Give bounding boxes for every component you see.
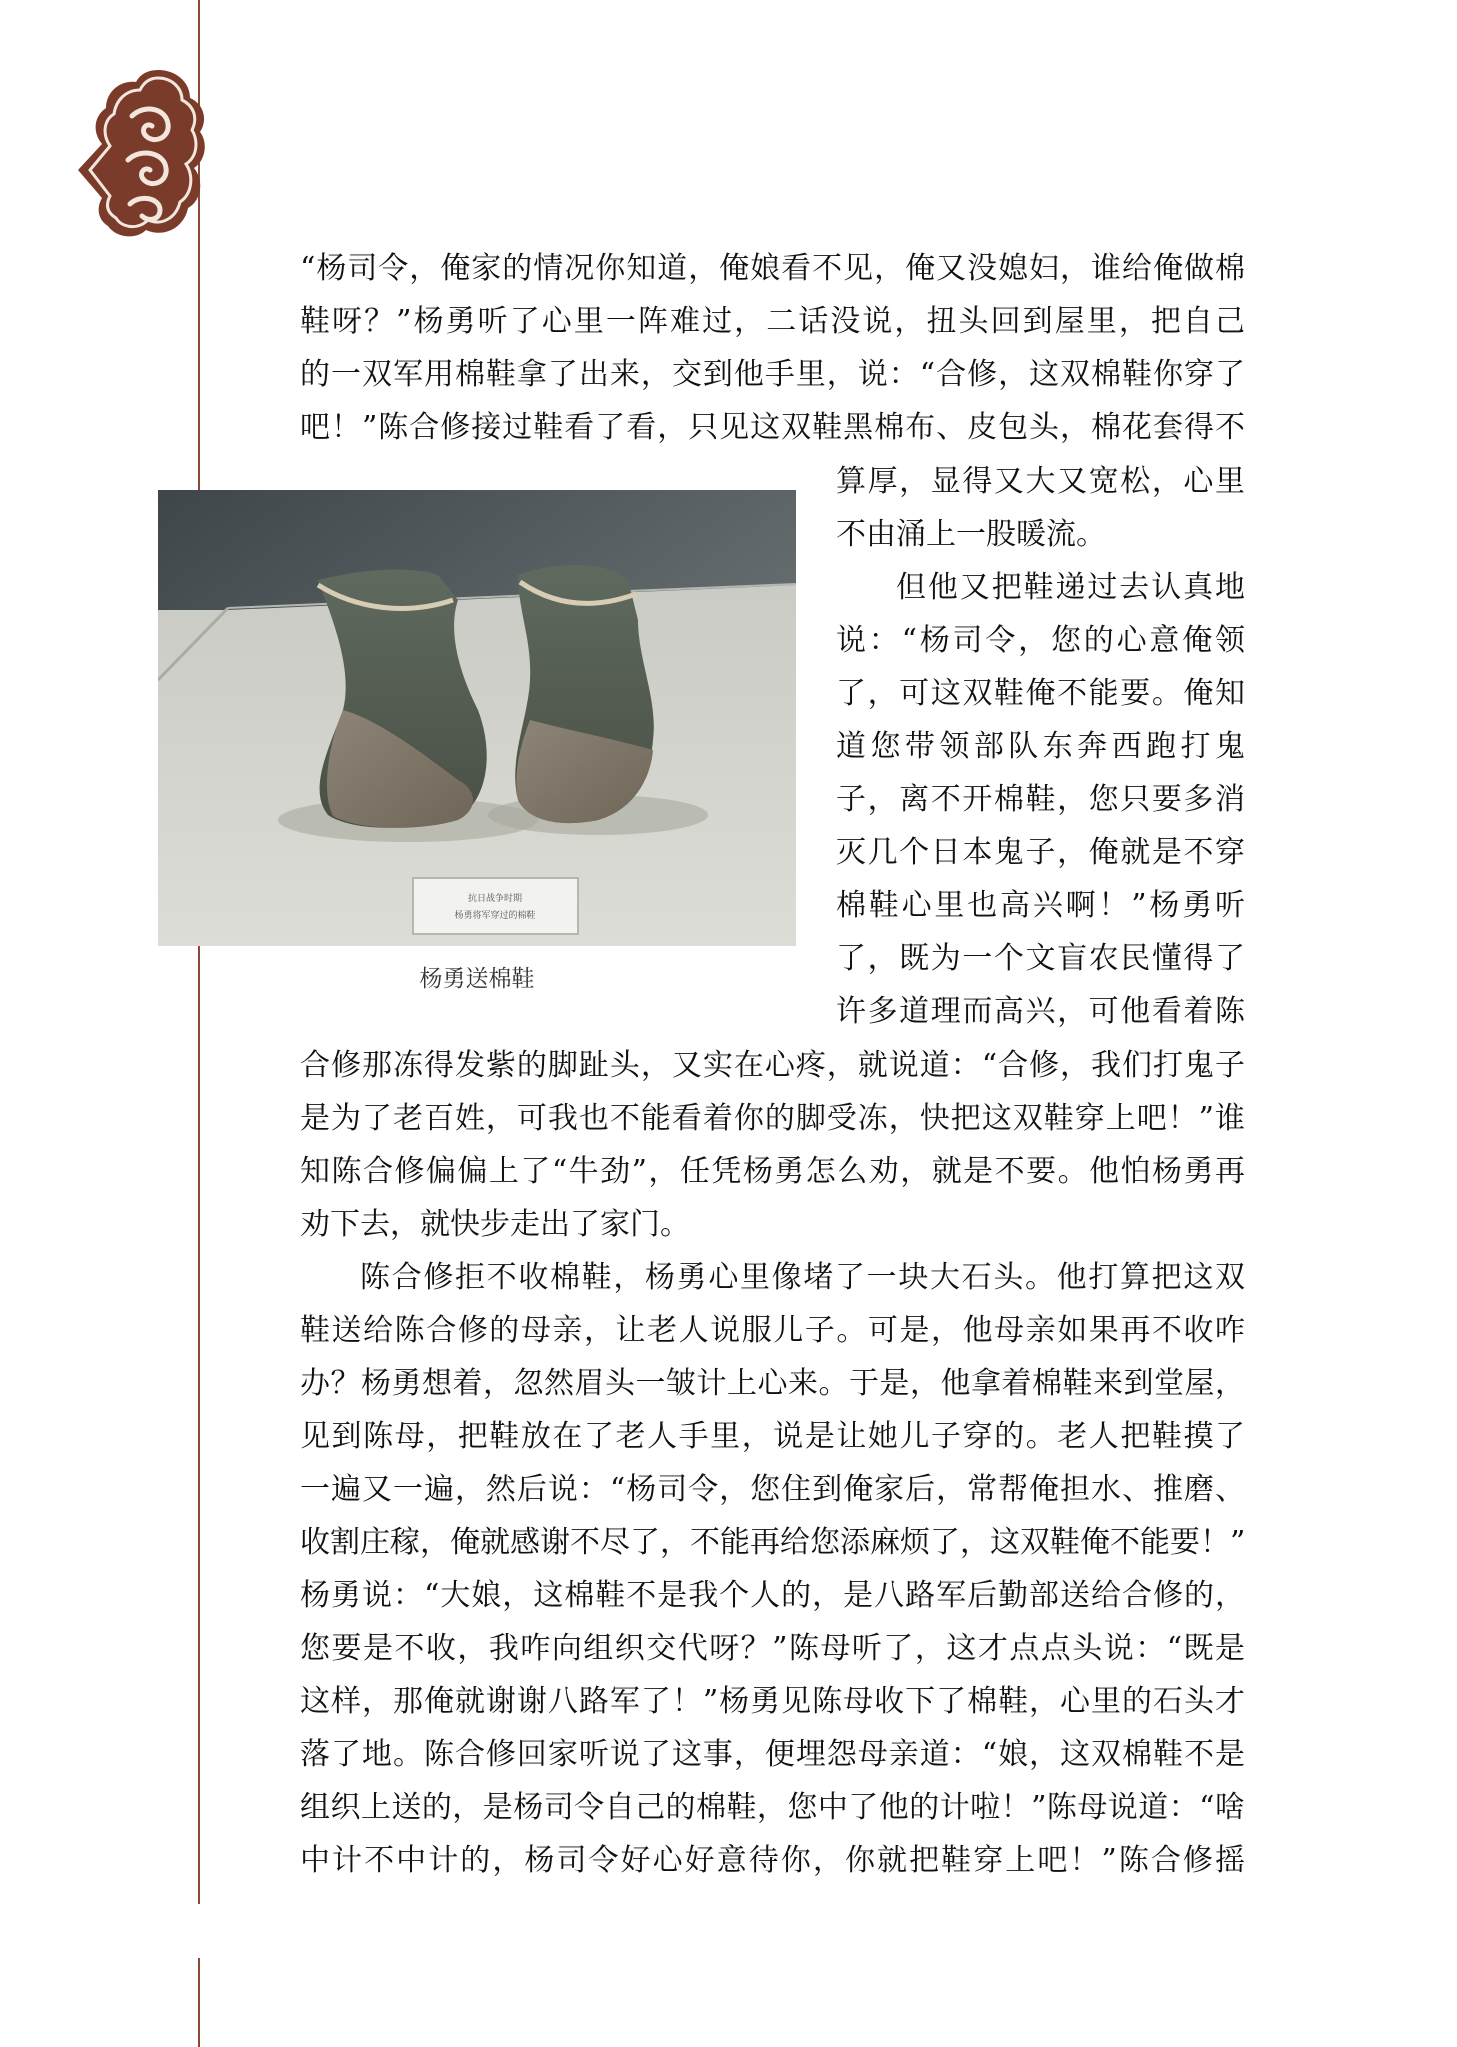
placard-line-1: 抗日战争时期	[467, 894, 523, 904]
text-line: 了，既为一个文盲农民懂得了	[836, 941, 1245, 976]
text-line: 说：“杨司令，您的心意俺领	[836, 623, 1245, 658]
paragraph-top	[300, 242, 1245, 454]
text-line: 子，离不开棉鞋，您只要多消	[836, 782, 1245, 817]
margin-rule-bottom	[198, 1958, 200, 2047]
text-line: 算厚，显得又大又宽松，心里	[836, 464, 1245, 499]
text-line: 是为了老百姓，可我也不能看着你的脚受冻，快把这双鞋穿上吧！”谁	[300, 1101, 1245, 1136]
text-line: 的一双军用棉鞋拿了出来，交到他手里，说：“合修，这双棉鞋你穿了	[300, 357, 1245, 392]
text-line: “杨司令，俺家的情况你知道，俺娘看不见，俺又没媳妇，谁给俺做棉	[300, 251, 1245, 286]
text-line: 许多道理而高兴，可他看着陈	[836, 994, 1245, 1029]
text-line: 合修那冻得发紫的脚趾头，又实在心疼，就说道：“合修，我们打鬼子	[300, 1048, 1245, 1083]
text-line: 但他又把鞋递过去认真地	[896, 570, 1245, 605]
paragraph-beside-photo	[836, 455, 1245, 1038]
text-line: 一遍又一遍，然后说：“杨司令，您住到俺家后，常帮俺担水、推磨、	[300, 1472, 1245, 1507]
text-line: 见到陈母，把鞋放在了老人手里，说是让她儿子穿的。老人把鞋摸了	[300, 1419, 1245, 1454]
text-line: 组织上送的，是杨司令自己的棉鞋，您中了他的计啦！”陈母说道：“啥	[300, 1790, 1245, 1825]
text-line: 棉鞋心里也高兴啊！”杨勇听	[836, 888, 1245, 923]
text-line: 鞋送给陈合修的母亲，让老人说服儿子。可是，他母亲如果再不收咋	[300, 1313, 1245, 1348]
text-line: 吧！”陈合修接过鞋看了看，只见这双鞋黑棉布、皮包头，棉花套得不	[300, 410, 1245, 445]
cloud-ornament-icon	[72, 64, 208, 240]
text-line: 道您带领部队东奔西跑打鬼	[836, 729, 1245, 764]
text-line: 办？杨勇想着，忽然眉头一皱计上心来。于是，他拿着棉鞋来到堂屋，	[300, 1366, 1245, 1401]
text-line: 您要是不收，我咋向组织交代呀？”陈母听了，这才点点头说：“既是	[300, 1631, 1245, 1666]
text-line: 杨勇说：“大娘，这棉鞋不是我个人的，是八路军后勤部送给合修的，	[300, 1578, 1245, 1613]
placard-line-2: 杨勇将军穿过的棉鞋	[454, 911, 536, 921]
text-line: 鞋呀？”杨勇听了心里一阵难过，二话没说，扭头回到屋里，把自己	[300, 304, 1245, 339]
text-line: 落了地。陈合修回家听说了这事，便埋怨母亲道：“娘，这双棉鞋不是	[300, 1737, 1245, 1772]
text-line: 灭几个日本鬼子，俺就是不穿	[836, 835, 1245, 870]
text-line: 收割庄稼，俺就感谢不尽了，不能再给您添麻烦了，这双鞋俺不能要！”	[300, 1525, 1245, 1560]
text-line: 不由涌上一股暖流。	[836, 517, 1106, 552]
text-line: 知陈合修偏偏上了“牛劲”，任凭杨勇怎么劝，就是不要。他怕杨勇再	[300, 1154, 1245, 1189]
paragraph-bottom	[300, 1039, 1245, 1887]
shoes-photo	[158, 490, 796, 946]
text-line: 这样，那俺就谢谢八路军了！”杨勇见陈母收下了棉鞋，心里的石头才	[300, 1684, 1245, 1719]
text-line: 劝下去，就快步走出了家门。	[300, 1207, 690, 1242]
margin-rule-top	[198, 0, 200, 1904]
photo-caption: 杨勇送棉鞋	[419, 966, 535, 992]
text-line: 中计不中计的，杨司令好心好意待你，你就把鞋穿上吧！”陈合修摇	[300, 1843, 1245, 1878]
text-line: 了，可这双鞋俺不能要。俺知	[836, 676, 1245, 711]
text-line: 陈合修拒不收棉鞋，杨勇心里像堵了一块大石头。他打算把这双	[360, 1260, 1245, 1295]
